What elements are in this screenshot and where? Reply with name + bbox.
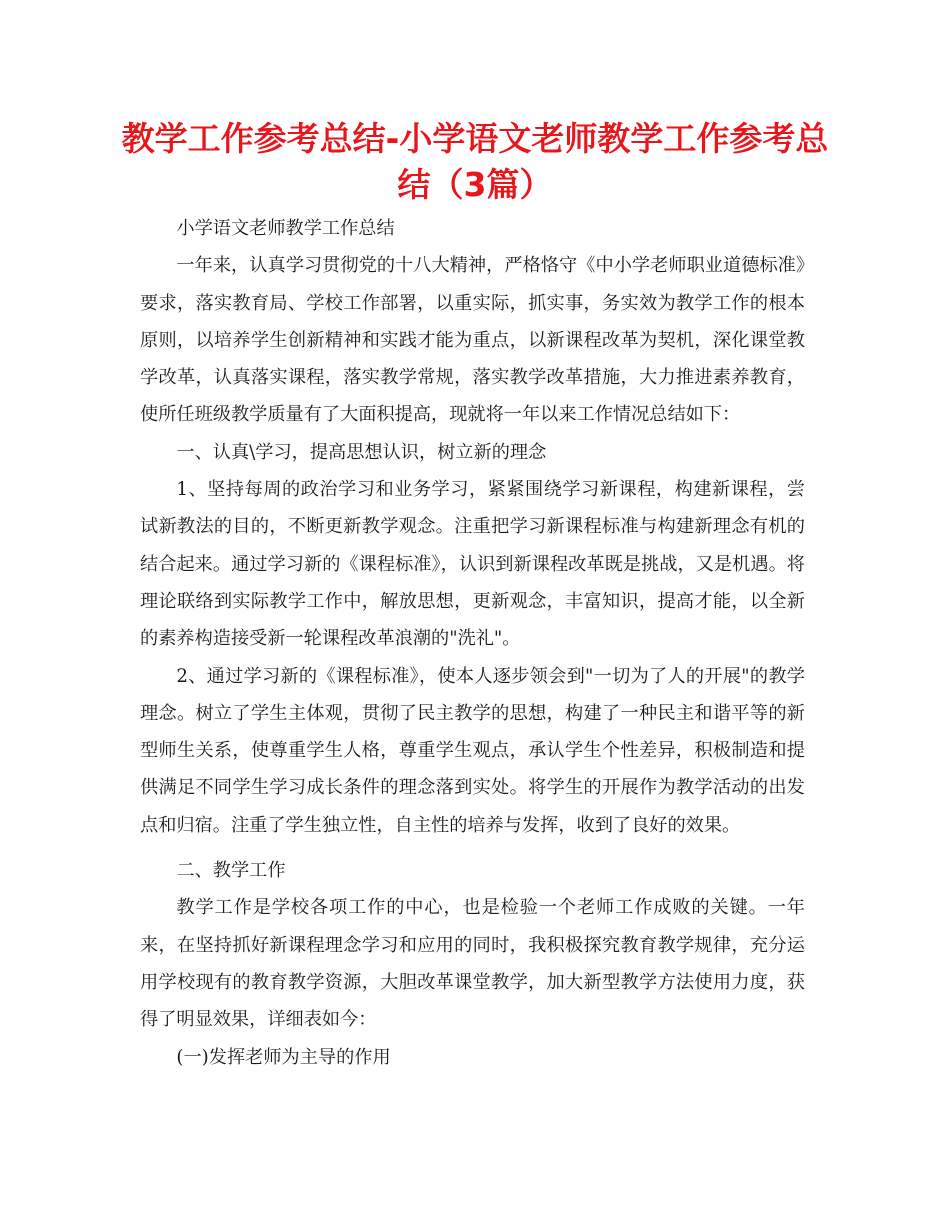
section-heading-2: 二、教学工作 <box>176 860 286 882</box>
document-title: 教学工作参考总结-小学语文老师教学工作参考总结（3篇） <box>121 119 829 204</box>
paragraph-teaching: 教学工作是学校各项工作的中心，也是检验一个老师工作成败的关键。一年来，在坚持抓好新课程理念学习和应用的同时，我积极探究教育教学规律，充分运用学校现有的教育教学资源，大胆改革课堂教学，加大新型教学方法使用力度，获得了明显效果，详细表如今： <box>140 897 805 1031</box>
subsection-heading-1: (一)发挥老师为主导的作用 <box>176 1046 391 1068</box>
paragraph-item-1: 1、坚持每周的政治学习和业务学习，紧紧围绕学习新课程，构建新课程，尝试新教法的目的，不断更新教学观念。注重把学习新课程标准与构建新理念有机的结合起来。通过学习新的《课程标准》，认识到新课程改革既是挑战，又是机遇。将理论联络到实际教学工作中，解放思想，更新观念，丰富知识，提高才能，以全新的素养构造接受新一轮课程改革浪潮的"洗礼"。 <box>140 479 805 650</box>
document-body <box>140 210 805 1076</box>
paragraph-item-2: 2、通过学习新的《课程标准》，使本人逐步领会到"一切为了人的开展"的教学理念。树立了学生主体观，贯彻了民主教学的思想，构建了一种民主和谐平等的新型师生关系，使尊重学生人格，尊重学生观点，承认学生个性差异，积极制造和提供满足不同学生学习成长条件的理念落到实处。将学生的开展作为教学活动的出发点和归宿。注重了学生独立性，自主性的培养与发挥，收到了良好的效果。 <box>140 665 805 836</box>
paragraph-intro: 一年来，认真学习贯彻党的十八大精神，严格恪守《中小学老师职业道德标准》要求，落实教育局、学校工作部署，以重实际，抓实事，务实效为教学工作的根本原则，以培养学生创新精神和实践才能为重点，以新课程改革为契机，深化课堂教学改革，认真落实课程，落实教学常规，落实教学改革措施，大力推进素养教育，使所任班级教学质量有了大面积提高，现就将一年以来工作情况总结如下： <box>140 255 805 426</box>
section-heading-1: 一、认真\学习，提高思想认识，树立新的理念 <box>176 441 547 463</box>
paragraph-subtitle: 小学语文老师教学工作总结 <box>176 218 395 239</box>
